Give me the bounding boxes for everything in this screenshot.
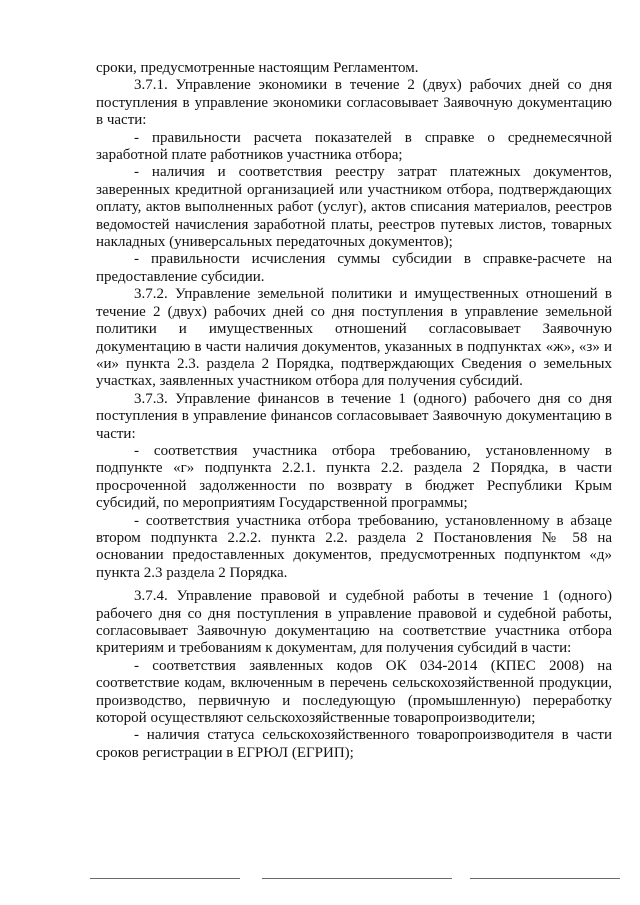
paragraph-3-7-3: 3.7.3. Управление финансов в течение 1 (одного) рабочего дня со дня поступления в управление финансов согласовывает Заявочную документацию в части: xyxy=(96,390,612,442)
document-body xyxy=(96,60,612,762)
paragraph-deadline-tail: сроки, предусмотренные настоящим Регламентом. xyxy=(96,60,419,76)
list-item-payment-documents: - наличия и соответствия реестру затрат платежных документов, заверенных кредитной организацией или участником отбора, подтверждающих оплату, актов выполненных работ (услуг), актов списания материалов, реестров ведомостей начисления заработной платы, реестров путевых листов, товарных накладных (универсальных передаточных документов); xyxy=(96,164,612,251)
paragraph-3-7-4: 3.7.4. Управление правовой и судебной работы в течение 1 (одного) рабочего дня со дня поступления в управление правовой и судебной работы, согласовывает Заявочную документацию на соответствие участника отбора критериям и требованиям к документам, для получения субсидий в части: xyxy=(96,588,612,657)
scan-artifact-line xyxy=(262,878,452,879)
paragraph-3-7-2: 3.7.2. Управление земельной политики и имущественных отношений в течение 2 (двух) рабочих дней со дня поступления в управление земельной политики и имущественных отношений согласовывает Заявочную документацию в части наличия документов, указанных в подпунктах «ж», «з» и «и» пункта 2.3. раздела 2 Порядка, подтверждающих Сведения о земельных участках, заявленных участником отбора для получения субсидий. xyxy=(96,286,612,390)
list-item-subsidy-calculation: - правильности исчисления суммы субсидии в справке-расчете на предоставление субсидии. xyxy=(96,251,612,285)
paragraph-3-7-1: 3.7.1. Управление экономики в течение 2 (двух) рабочих дней со дня поступления в управление экономики согласовывает Заявочную документацию в части: xyxy=(96,77,612,129)
scan-artifact-line xyxy=(470,878,620,879)
list-item-okpd-codes: - соответствия заявленных кодов ОК 034-2014 (КПЕС 2008) на соответствие кодам, включенным в перечень сельскохозяйственной продукции, производство, первичную и последующую (промышленную) переработку которой осуществляют сельскохозяйственные товаропроизводители; xyxy=(96,657,612,727)
list-item-resolution-58: - соответствия участника отбора требованию, установленному в абзаце втором подпункта 2.2.2. пункта 2.2. раздела 2 Постановления № 58 на основании предоставленных документов, предусмотренных подпунктом «д» пункта 2.3 раздела 2 Порядка. xyxy=(96,512,612,581)
scan-artifact-line xyxy=(90,878,240,879)
list-item-salary-calculation: - правильности расчета показателей в справке о среднемесячной заработной плате работников участника отбора; xyxy=(96,129,612,164)
list-item-producer-status: - наличия статуса сельскохозяйственного товаропроизводителя в части сроков регистрации в ЕГРЮЛ (ЕГРИП); xyxy=(96,727,612,761)
list-item-debt-requirement: - соответствия участника отбора требованию, установленному в подпункте «г» подпункта 2.2.1. пункта 2.2. раздела 2 Порядка, в части просроченной задолженности по возврату в бюджет Республики Крым субсидий, по мероприятиям Государственной программы; xyxy=(96,442,612,512)
